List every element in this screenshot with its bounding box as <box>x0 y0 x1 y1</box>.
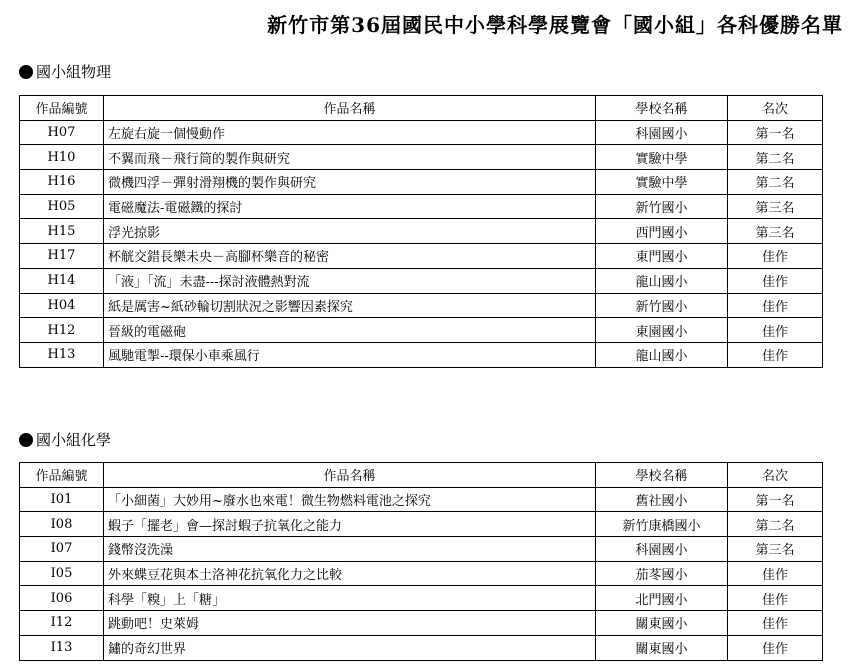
cell-name: 「液」「流」未盡---探討液體熱對流 <box>104 268 596 293</box>
table-row <box>20 170 823 195</box>
cell-rank: 佳作 <box>728 586 823 611</box>
cell-name: 電磁魔法-電磁鐵的探討 <box>104 194 596 219</box>
cell-rank: 第二名 <box>728 512 823 537</box>
cell-id: I06 <box>20 586 104 611</box>
header-rank: 名次 <box>728 463 823 488</box>
cell-name: 不翼而飛－飛行筒的製作與研究 <box>104 145 596 170</box>
cell-rank: 佳作 <box>728 244 823 269</box>
table-row <box>20 244 823 269</box>
cell-school: 北門國小 <box>596 586 728 611</box>
cell-school: 關東國小 <box>596 635 728 660</box>
bullet-icon <box>19 65 33 79</box>
table-row <box>20 293 823 318</box>
cell-name: 微機四浮－彈射滑翔機的製作與研究 <box>104 170 596 195</box>
cell-rank: 第三名 <box>728 219 823 244</box>
table-row <box>20 342 823 367</box>
cell-rank: 第一名 <box>728 120 823 145</box>
cell-name: 「小細菌」大妙用~廢水也來電！微生物燃料電池之探究 <box>104 487 596 512</box>
section-title: 國小組物理 <box>36 63 112 81</box>
physics-results-table <box>19 95 823 368</box>
cell-id: H05 <box>20 194 104 219</box>
cell-school: 實驗中學 <box>596 145 728 170</box>
cell-name: 跳動吧！史萊姆 <box>104 611 596 636</box>
cell-rank: 第二名 <box>728 170 823 195</box>
cell-school: 科園國小 <box>596 120 728 145</box>
cell-id: H14 <box>20 268 104 293</box>
section-heading-chemistry <box>19 429 111 450</box>
cell-name: 鏽的奇幻世界 <box>104 635 596 660</box>
cell-name: 蝦子「擺老」會—探討蝦子抗氧化之能力 <box>104 512 596 537</box>
cell-id: I05 <box>20 561 104 586</box>
cell-id: H13 <box>20 342 104 367</box>
table-row <box>20 537 823 562</box>
table-row <box>20 561 823 586</box>
cell-id: I07 <box>20 537 104 562</box>
chemistry-results-table <box>19 462 823 661</box>
cell-id: I08 <box>20 512 104 537</box>
header-id: 作品編號 <box>20 96 104 121</box>
header-rank: 名次 <box>728 96 823 121</box>
cell-rank: 第二名 <box>728 145 823 170</box>
cell-school: 科園國小 <box>596 537 728 562</box>
table-row <box>20 194 823 219</box>
section-title: 國小組化學 <box>36 431 112 449</box>
cell-id: H10 <box>20 145 104 170</box>
section-heading-physics <box>19 61 111 82</box>
cell-rank: 佳作 <box>728 318 823 343</box>
cell-id: I01 <box>20 487 104 512</box>
cell-name: 風馳電掣--環保小車乘風行 <box>104 342 596 367</box>
cell-rank: 第一名 <box>728 487 823 512</box>
cell-id: H12 <box>20 318 104 343</box>
table-row <box>20 268 823 293</box>
cell-name: 科學「糗」上「糖」 <box>104 586 596 611</box>
cell-school: 新竹康橋國小 <box>596 512 728 537</box>
cell-id: I13 <box>20 635 104 660</box>
header-name: 作品名稱 <box>104 96 596 121</box>
cell-rank: 佳作 <box>728 561 823 586</box>
cell-school: 茄苳國小 <box>596 561 728 586</box>
cell-name: 紙是厲害~紙砂輪切割狀況之影響因素探究 <box>104 293 596 318</box>
table-row <box>20 611 823 636</box>
table-row <box>20 487 823 512</box>
table-row <box>20 512 823 537</box>
page-title: 新竹市第36屆國民中小學科學展覽會「國小組」各科優勝名單 <box>267 13 843 37</box>
table-row <box>20 219 823 244</box>
table-row <box>20 635 823 660</box>
cell-name: 錢幣沒洗澡 <box>104 537 596 562</box>
cell-school: 實驗中學 <box>596 170 728 195</box>
header-name: 作品名稱 <box>104 463 596 488</box>
table-row <box>20 145 823 170</box>
cell-id: H16 <box>20 170 104 195</box>
cell-name: 左旋右旋一個慢動作 <box>104 120 596 145</box>
table-header-row <box>20 463 823 488</box>
cell-name: 浮光掠影 <box>104 219 596 244</box>
header-id: 作品編號 <box>20 463 104 488</box>
cell-name: 外來蝶豆花與本土洛神花抗氧化力之比較 <box>104 561 596 586</box>
bullet-icon <box>19 433 33 447</box>
cell-rank: 佳作 <box>728 293 823 318</box>
table-row <box>20 318 823 343</box>
cell-rank: 第三名 <box>728 537 823 562</box>
cell-id: H17 <box>20 244 104 269</box>
header-school: 學校名稱 <box>596 96 728 121</box>
cell-rank: 佳作 <box>728 268 823 293</box>
cell-school: 龍山國小 <box>596 268 728 293</box>
cell-name: 晉級的電磁砲 <box>104 318 596 343</box>
cell-school: 龍山國小 <box>596 342 728 367</box>
cell-school: 新竹國小 <box>596 194 728 219</box>
cell-name: 杯觥交錯長樂未央－高腳杯樂音的秘密 <box>104 244 596 269</box>
cell-id: H15 <box>20 219 104 244</box>
cell-school: 東園國小 <box>596 318 728 343</box>
table-header-row <box>20 96 823 121</box>
header-school: 學校名稱 <box>596 463 728 488</box>
cell-rank: 佳作 <box>728 635 823 660</box>
cell-rank: 佳作 <box>728 342 823 367</box>
cell-rank: 佳作 <box>728 611 823 636</box>
cell-school: 西門國小 <box>596 219 728 244</box>
cell-id: H07 <box>20 120 104 145</box>
table-row <box>20 120 823 145</box>
cell-rank: 第三名 <box>728 194 823 219</box>
cell-school: 關東國小 <box>596 611 728 636</box>
cell-school: 東門國小 <box>596 244 728 269</box>
table-row <box>20 586 823 611</box>
cell-school: 新竹國小 <box>596 293 728 318</box>
cell-school: 舊社國小 <box>596 487 728 512</box>
cell-id: I12 <box>20 611 104 636</box>
cell-id: H04 <box>20 293 104 318</box>
